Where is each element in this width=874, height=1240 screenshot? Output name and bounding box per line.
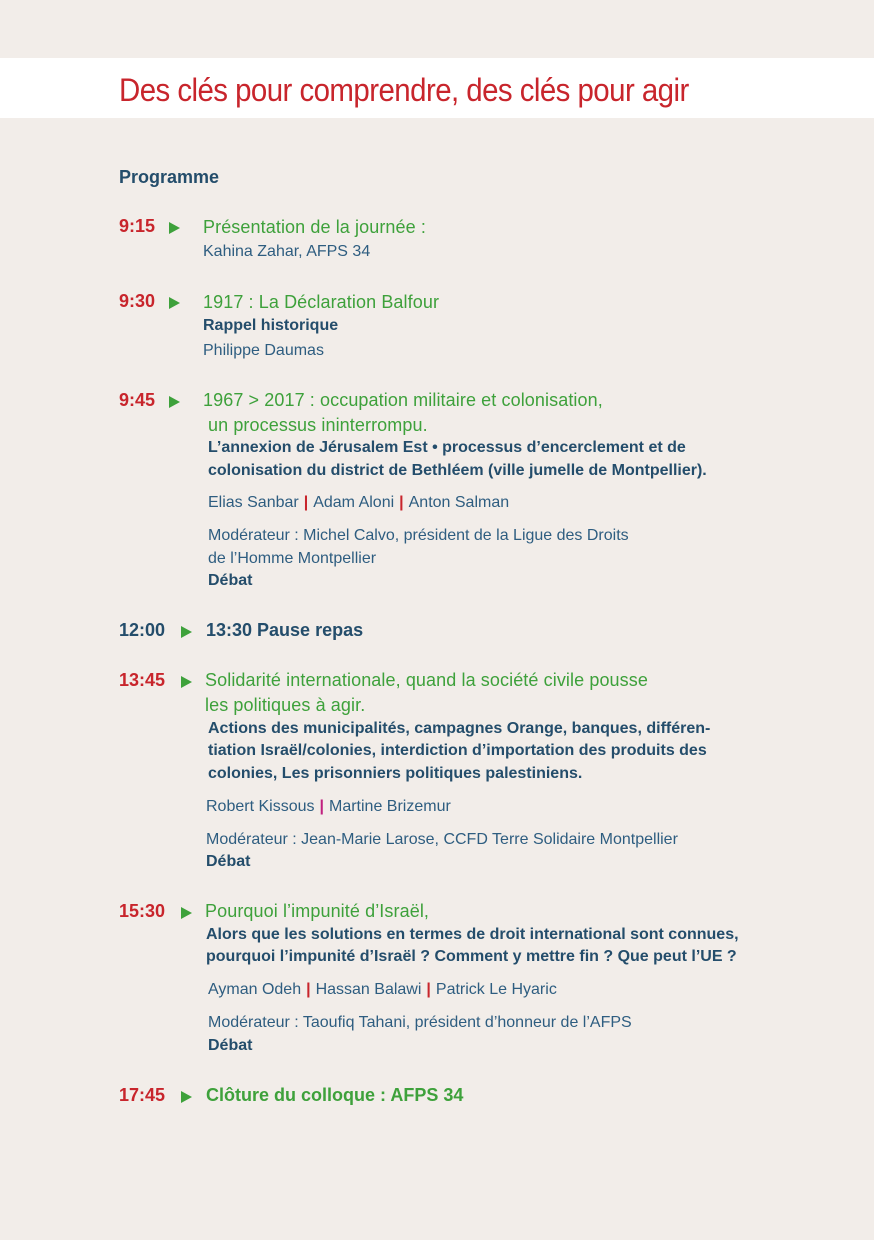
time-0915: 9:15: [119, 216, 156, 236]
lunch-break: 13:30 Pause repas: [206, 620, 364, 640]
session-description: L’annexion de Jérusalem Est • processus d’encerclement et de: [208, 439, 686, 456]
speaker-name: Martine Brizemur: [328, 798, 451, 815]
session-heading: Solidarité internationale, quand la société civile pousse: [205, 670, 648, 690]
time-0945: 9:45: [119, 390, 156, 410]
session-description: colonies, Les prisonniers politiques palestiniens.: [208, 765, 583, 782]
session-description: Alors que les solutions en termes de droit international sont connues,: [206, 926, 739, 943]
time-0930: 9:30: [119, 291, 156, 311]
speaker-name: Robert Kissous: [206, 798, 315, 815]
session-subheading: Rappel historique: [203, 317, 339, 334]
session-moderator: de l’Homme Montpellier: [208, 550, 377, 567]
play-arrow-icon: [169, 297, 180, 309]
debate-label: Débat: [206, 853, 251, 870]
speaker-name: Patrick Le Hyaric: [435, 981, 557, 998]
speaker-name: Anton Salman: [408, 494, 510, 511]
session-speakers: [206, 798, 451, 816]
time-1530: 15:30: [119, 901, 166, 921]
session-heading: les politiques à agir.: [205, 695, 366, 715]
time-1745: 17:45: [119, 1085, 166, 1105]
session-moderator: Modérateur : Michel Calvo, président de la Ligue des Droits: [208, 527, 629, 544]
play-arrow-icon: [181, 676, 192, 688]
speaker-name: Elias Sanbar: [208, 494, 299, 511]
play-arrow-icon: [181, 1091, 192, 1103]
session-speakers: [208, 494, 509, 512]
play-arrow-icon: [181, 907, 192, 919]
speaker-name: Adam Aloni: [313, 494, 395, 511]
session-heading: 1917 : La Déclaration Balfour: [203, 292, 440, 312]
session-moderator: Modérateur : Jean-Marie Larose, CCFD Terre Solidaire Montpellier: [206, 831, 678, 848]
debate-label: Débat: [208, 1037, 253, 1054]
session-moderator: Modérateur : Taoufiq Tahani, président d’honneur de l’AFPS: [208, 1014, 632, 1031]
session-description: Actions des municipalités, campagnes Orange, banques, différen-: [208, 720, 711, 737]
speaker-name: Hassan Balawi: [315, 981, 422, 998]
play-arrow-icon: [169, 222, 180, 234]
session-heading: Clôture du colloque : AFPS 34: [206, 1085, 464, 1105]
session-speakers: Philippe Daumas: [203, 342, 324, 359]
time-1345: 13:45: [119, 670, 166, 690]
session-heading: un processus ininterrompu.: [208, 415, 428, 435]
speaker-separator: |: [306, 981, 311, 998]
speaker-name: Ayman Odeh: [208, 981, 302, 998]
session-heading: Pourquoi l’impunité d’Israël,: [205, 901, 430, 921]
session-speakers: Kahina Zahar, AFPS 34: [203, 243, 371, 260]
session-heading: Présentation de la journée :: [203, 217, 426, 237]
speaker-separator: |: [303, 494, 309, 511]
session-description: colonisation du district de Bethléem (ville jumelle de Montpellier).: [208, 462, 707, 479]
session-speakers: [208, 981, 557, 999]
speaker-separator: |: [426, 981, 431, 998]
session-description: pourquoi l’impunité d’Israël ? Comment y mettre fin ? Que peut l’UE ?: [206, 948, 737, 965]
speaker-separator: |: [399, 494, 404, 511]
programme-label: Programme: [119, 167, 220, 187]
session-description: tiation Israël/colonies, interdiction d’importation des produits des: [208, 742, 707, 759]
debate-label: Débat: [208, 572, 253, 589]
time-1200: 12:00: [119, 620, 166, 640]
session-heading: 1967 > 2017 : occupation militaire et colonisation,: [203, 390, 603, 410]
speaker-separator: |: [319, 798, 324, 815]
page-title: Des clés pour comprendre, des clés pour agir: [119, 72, 689, 108]
play-arrow-icon: [181, 626, 192, 638]
play-arrow-icon: [169, 396, 180, 408]
